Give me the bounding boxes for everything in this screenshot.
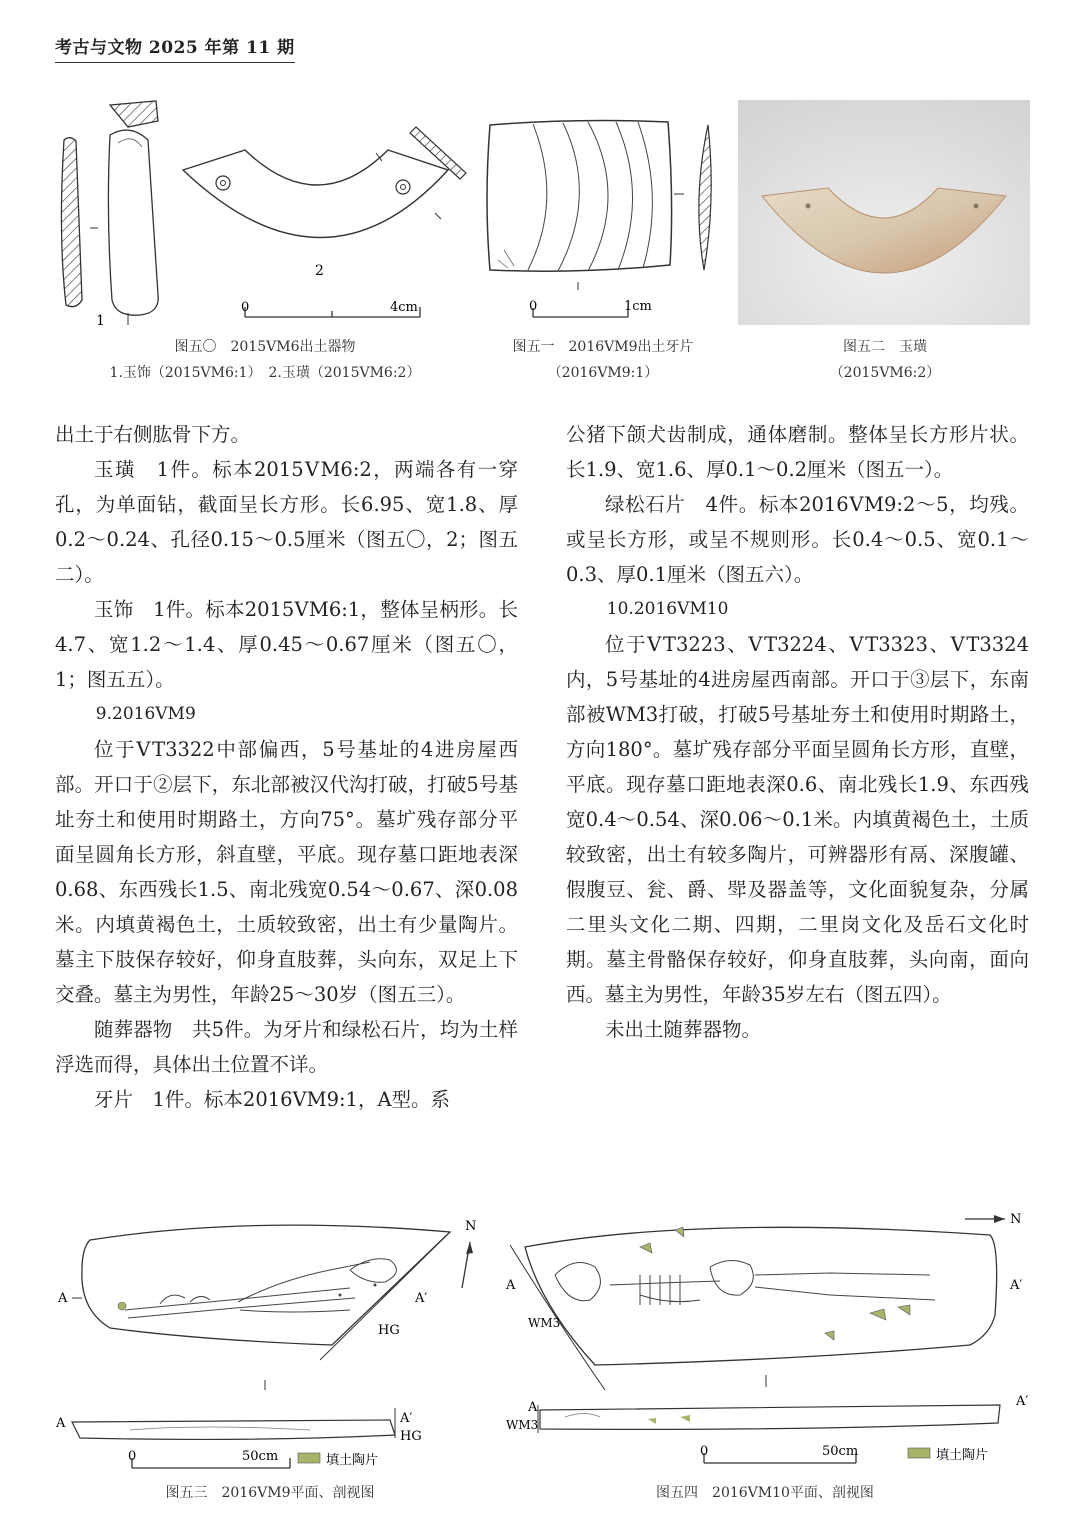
fig53-legend-label: 填土陶片: [326, 1453, 379, 1468]
fig54-legend-label: 填土陶片: [936, 1448, 989, 1463]
fig54-section-label-a-prime: A′: [1016, 1394, 1029, 1409]
fig54-scale-end: 50cm: [822, 1444, 859, 1459]
fig50-caption: [70, 334, 460, 386]
fig52-caption-specimen: （2015ⅤM6:2）: [829, 365, 941, 381]
figure-52-photo: [738, 100, 1030, 325]
fig52-caption: [780, 334, 990, 386]
fig53-section-label-a-prime: A′: [400, 1411, 413, 1426]
fig54-section-label-wm3: WM3: [506, 1418, 539, 1432]
paragraph: 公猪下颌犬齿制成，通体磨制。整体呈长方形片状。长1.9、宽1.6、厚0.1～0.2厘米（图五一）。: [566, 423, 1029, 481]
running-header: 考古与文物 2025 年第 11 期: [55, 33, 295, 63]
tooth-plaque-section: [699, 125, 711, 270]
paragraph: 牙片 1件。标本2016ⅤM9:1，A型。系: [94, 1088, 451, 1111]
body-right-column: [566, 417, 1029, 1047]
grave-m9-section: [72, 1420, 395, 1439]
fig51-caption-specimen: （2016ⅤM9:1）: [547, 365, 659, 381]
jade-ornament-outline: [108, 130, 158, 315]
fig50-num-2: 2: [315, 263, 324, 279]
paragraph: 位于ⅤT3223、ⅤT3224、ⅤT3323、ⅤT3324内，5号基址的4进房屋西南部。开口于③层下，东南部被WM3打破，打破5号基址夯土和使用时期路土，方向180°。墓圹残存部分平面呈圆角长方形，直壁，平底。现存墓口距地表深0.6、南北残长1.9、东西残宽0.4～0.54、深0.06～0.1米。内填黄褐色土，土质较致密，出土有较多陶片，可辨器形有鬲、深腹罐、假腹豆、瓮、爵、斝及器盖等，文化面貌复杂，分属二里头文化二期、四期，二里岗文化及岳石文化时期。墓主骨骼保存较好，仰身直肢葬，头向南，面向西。墓主为男性，年龄35岁左右（图五四）。: [566, 633, 1029, 1006]
fig53-scale-end: 50cm: [242, 1449, 279, 1464]
figure-54-plan-section: [500, 1205, 1035, 1480]
fig53-caption: 图五三 2016ⅤM9平面、剖视图: [165, 1485, 375, 1501]
fig53-label-a-prime: A′: [415, 1291, 428, 1306]
fig54-label-a-prime: A′: [1010, 1278, 1023, 1293]
paragraph: 随葬器物 共5件。为牙片和绿松石片，均为土样浮选而得，具体出土位置不详。: [55, 1018, 518, 1076]
paragraph: 位于ⅤT3322中部偏西，5号基址的4进房屋西部。开口于②层下，东北部被汉代沟打破，打破5号基址夯土和使用时期路土，方向75°。墓圹残存部分平面呈圆角长方形，斜直壁，平底。现存墓口距地表深0.68、东西残长1.5、南北残宽0.54～0.67、深0.08米。内填黄褐色土，土质较致密，出土有少量陶片。墓主下肢保存较好，仰身直肢葬，头向东，双足上下交叠。墓主为男性，年龄25～30岁（图五三）。: [55, 738, 518, 1006]
figure-53-plan-section: [50, 1210, 495, 1480]
fig51-caption: [488, 334, 718, 386]
fig54-north-label: N: [1010, 1212, 1022, 1227]
figure-50-drawing: [50, 95, 480, 335]
fig54-caption: 图五四 2016ⅤM10平面、剖视图: [656, 1485, 874, 1501]
paragraph: 玉璜 1件。标本2015ⅤM6:2，两端各有一穿孔，为单面钻，截面呈长方形。长6.95、宽1.8、厚0.2～0.24、孔径0.15～0.5厘米（图五〇，2；图五二）。: [55, 458, 518, 586]
body-left-column: [55, 417, 518, 1117]
fig54-legend-swatch: [908, 1448, 930, 1458]
fig53-legend-swatch: [298, 1453, 320, 1463]
section-heading: 9.2016ⅤM9: [95, 704, 196, 724]
figure-51-drawing: [478, 110, 728, 325]
fig52-caption-title: 图五二 玉璜: [843, 339, 927, 355]
fig51-scale-end: 1cm: [624, 299, 652, 314]
fig53-section-label-hg: HG: [400, 1429, 422, 1444]
fig51-caption-title: 图五一 2016ⅤM9出土牙片: [512, 339, 694, 355]
fig51-scale-zero: 0: [529, 299, 538, 314]
jade-ornament-section: [61, 138, 82, 307]
fig54-label-wm3: WM3: [528, 1316, 561, 1330]
fig50-caption-items: 1.玉饰（2015ⅤM6:1） 2.玉璜（2015ⅤM6:2）: [109, 365, 421, 381]
fig54-scale-zero: 0: [700, 1444, 709, 1459]
grave-m10-section: [540, 1405, 1000, 1429]
jade-huang-outline: [183, 150, 448, 238]
fig54-section-label-a: A: [528, 1400, 538, 1415]
grave-m10-outline: [525, 1227, 997, 1365]
paragraph: 玉饰 1件。标本2015ⅤM6:1，整体呈柄形。长4.7、宽1.2～1.4、厚0.45～0.67厘米（图五〇，1；图五五）。: [55, 598, 518, 691]
fig54-label-a: A: [506, 1278, 516, 1293]
paragraph: 出土于右侧肱骨下方。: [55, 423, 251, 446]
fig53-label-a: A: [58, 1291, 68, 1306]
section-heading: 10.2016ⅤM10: [606, 599, 729, 619]
fig53-scale-zero: 0: [128, 1449, 137, 1464]
fig53-north-label: N: [465, 1219, 477, 1234]
paragraph: 未出土随葬器物。: [605, 1018, 762, 1041]
paragraph: 绿松石片 4件。标本2016ⅤM9:2～5，均残。或呈长方形，或呈不规则形。长0.4～0.5、宽0.1～0.3、厚0.1厘米（图五六）。: [566, 493, 1029, 586]
jade-ornament-top-section: [110, 101, 158, 127]
fig50-scale-zero: 0: [241, 300, 250, 315]
fig50-caption-title: 图五〇 2015ⅤM6出土器物: [174, 339, 356, 355]
fig53-section-label-a: A: [56, 1416, 66, 1431]
fig50-scale-end: 4cm: [390, 300, 418, 315]
fig50-num-1: 1: [96, 313, 105, 329]
fig53-label-hg: HG: [378, 1323, 400, 1338]
